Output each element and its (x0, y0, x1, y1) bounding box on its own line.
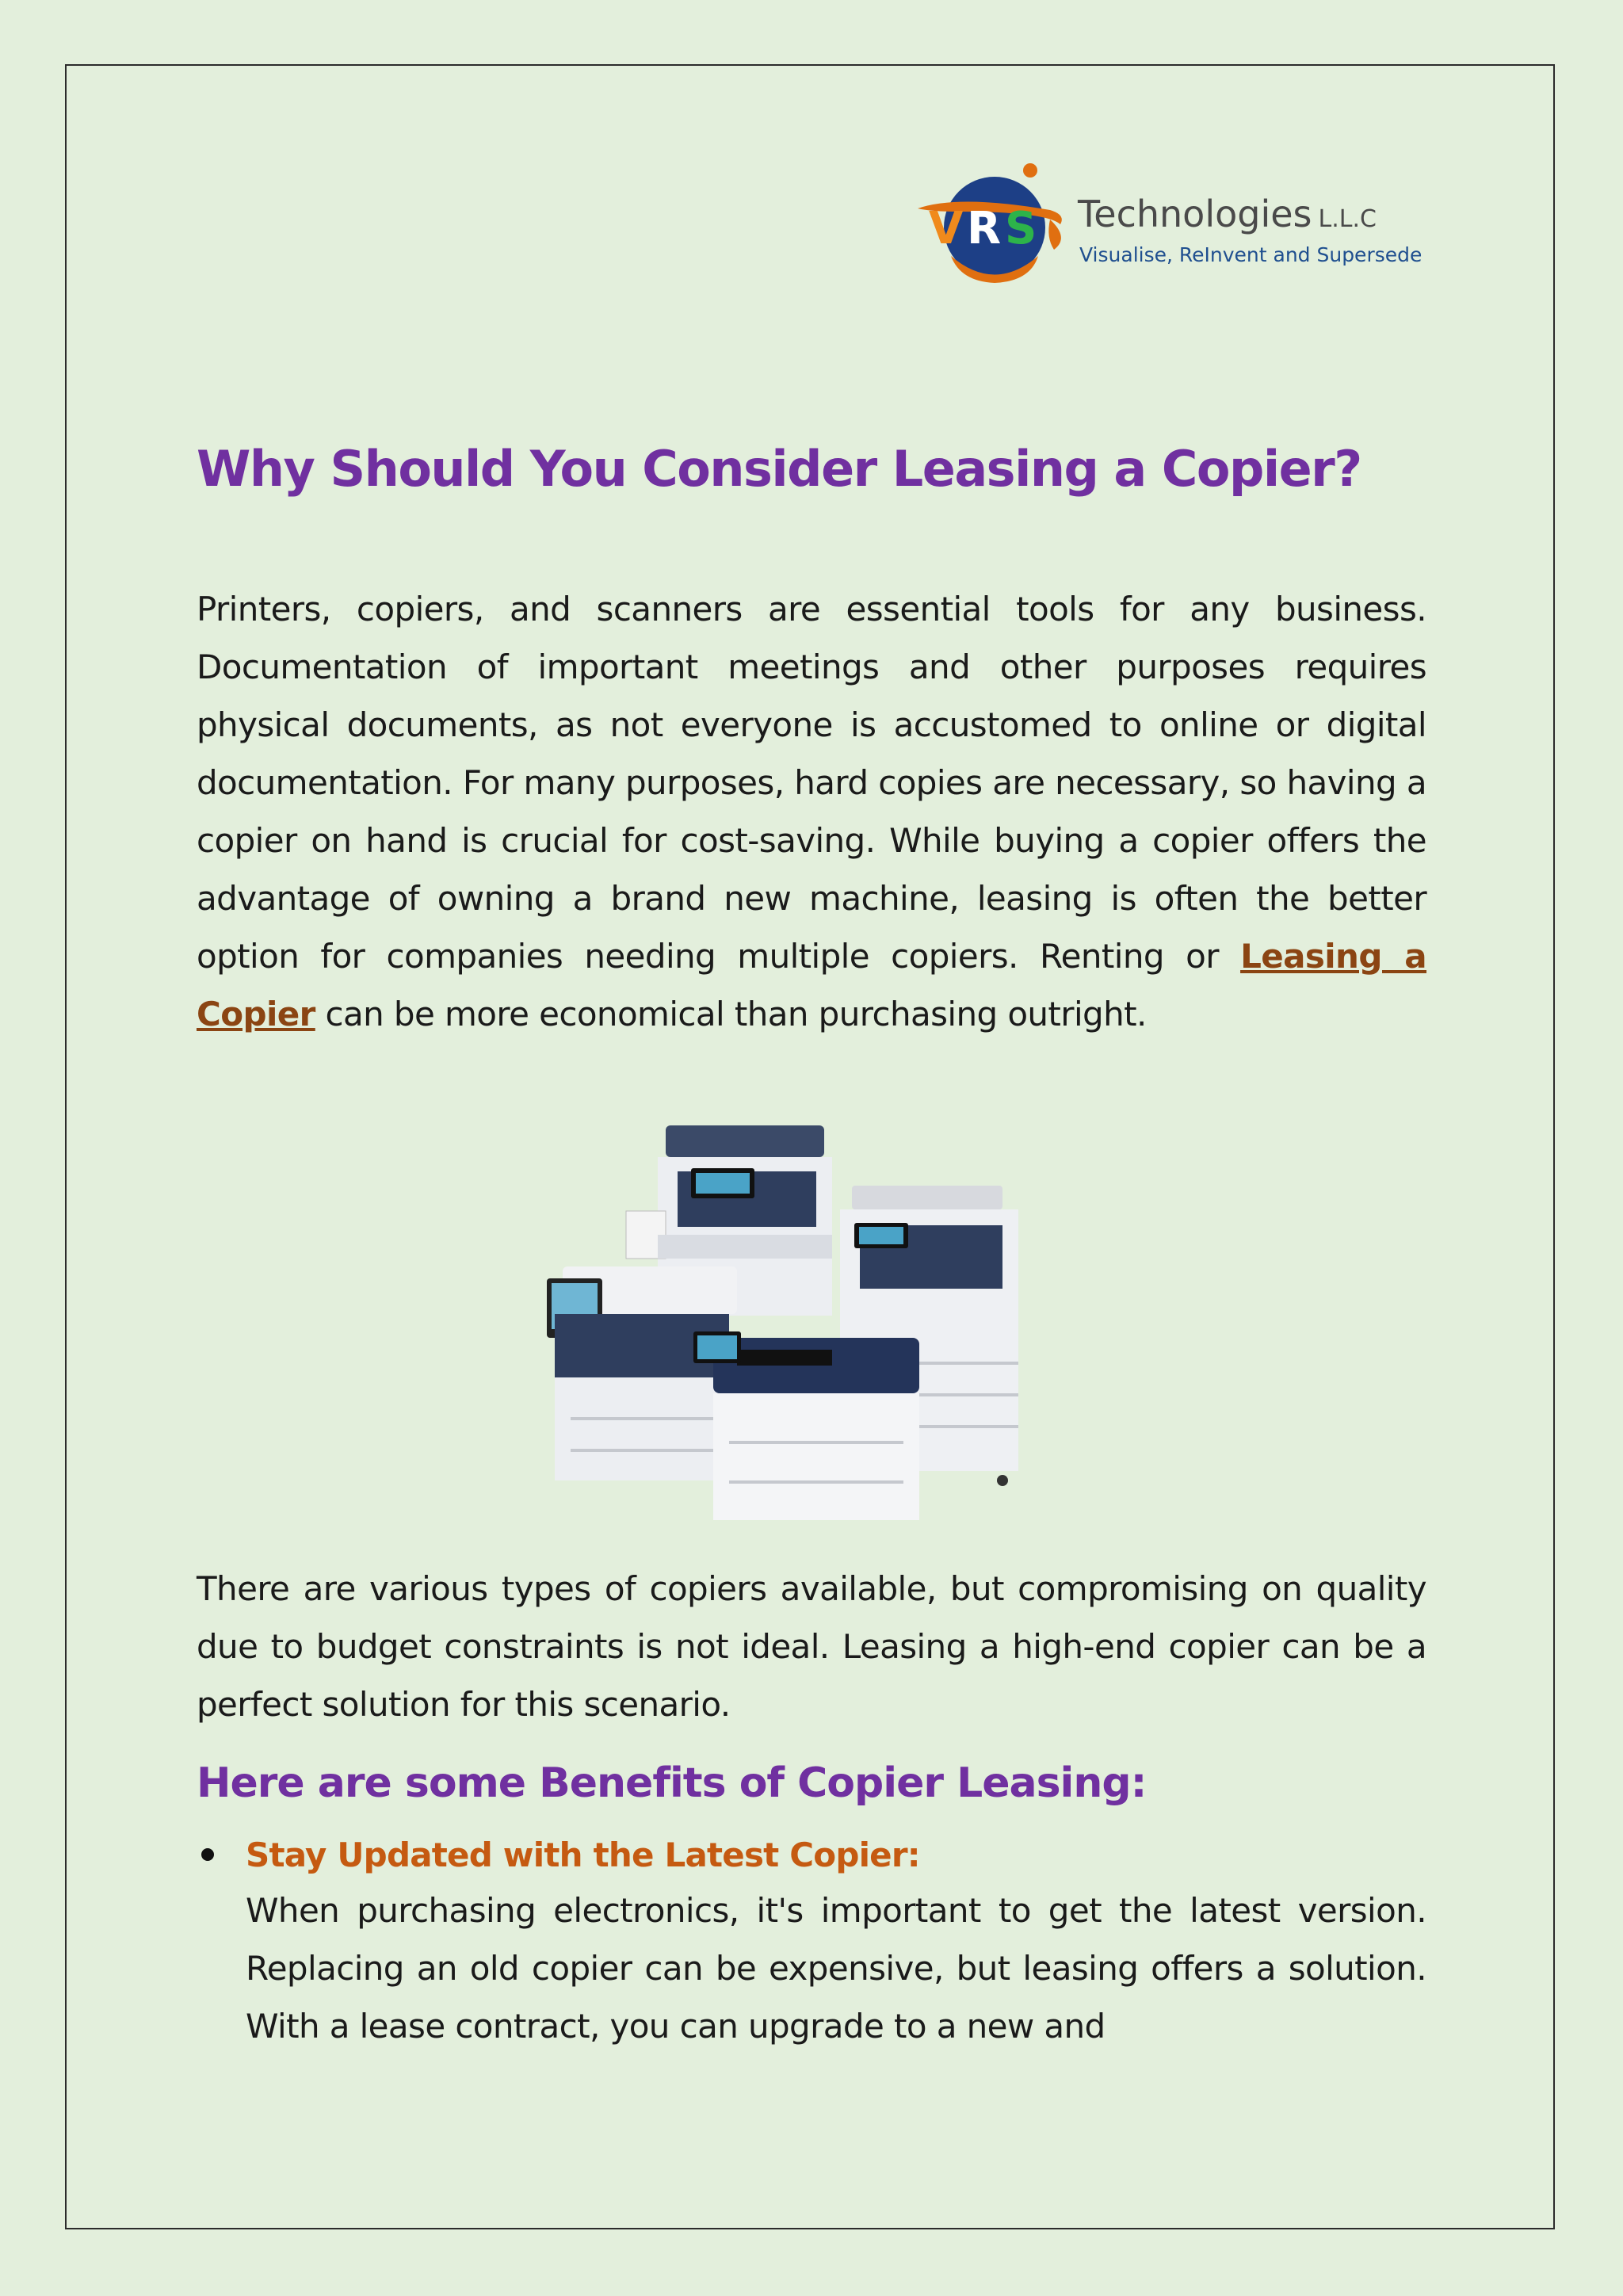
intro-text-before-link: Printers, copiers, and scanners are essential tools for any business. Documentation of important meetings and other purposes requires physical documents, as not everyone is accustomed to online or digital documentation. For many purposes, hard copies are necessary, so having a copier on hand is crucial for cost-saving. While buying a copier offers the advantage of owning a brand new machine, leasing is often the better option for companies needing multiple copiers. Renting or (197, 590, 1426, 976)
intro-paragraph (197, 580, 1426, 1043)
left-printer (547, 1266, 737, 1480)
benefit-title: Stay Updated with the Latest Copier: (246, 1836, 920, 1874)
article-title: Why Should You Consider Leasing a Copier? (197, 440, 1361, 498)
benefit-text: When purchasing electronics, it's important to get the latest version. Replacing an old copier can be expensive, but leasing offers a solution. With a lease contract, you can upgrade to a new and (246, 1891, 1426, 2046)
logo-tagline: Visualise, ReInvent and Supersede (1079, 243, 1423, 266)
leasing-a-copier-link[interactable]: Leasing a Copier (197, 937, 1426, 1033)
front-printer (693, 1331, 919, 1520)
benefit-item (197, 1829, 1426, 2055)
vrs-globe-logo-icon (911, 162, 1078, 297)
logo-company-text: Technologies (1078, 193, 1312, 235)
types-of-copiers-paragraph: There are various types of copiers available, but compromising on quality due to budget constraints is not ideal. Leasing a high-end copier can be a perfect solution for this scenario. (197, 1569, 1426, 1724)
svg-text:R: R (967, 203, 1002, 254)
logo-company-suffix: L.L.C (1318, 205, 1377, 233)
logo-company-name (1078, 193, 1377, 235)
company-logo (911, 162, 1423, 297)
svg-text:V: V (929, 203, 964, 254)
intro-text-after-link: can be more economical than purchasing outright. (315, 995, 1147, 1033)
bullet-dot-icon (201, 1848, 214, 1861)
svg-text:S: S (1005, 203, 1037, 254)
benefits-heading: Here are some Benefits of Copier Leasing: (197, 1759, 1147, 1807)
copier-machines-image (539, 1124, 1046, 1530)
benefits-list (197, 1829, 1426, 2055)
